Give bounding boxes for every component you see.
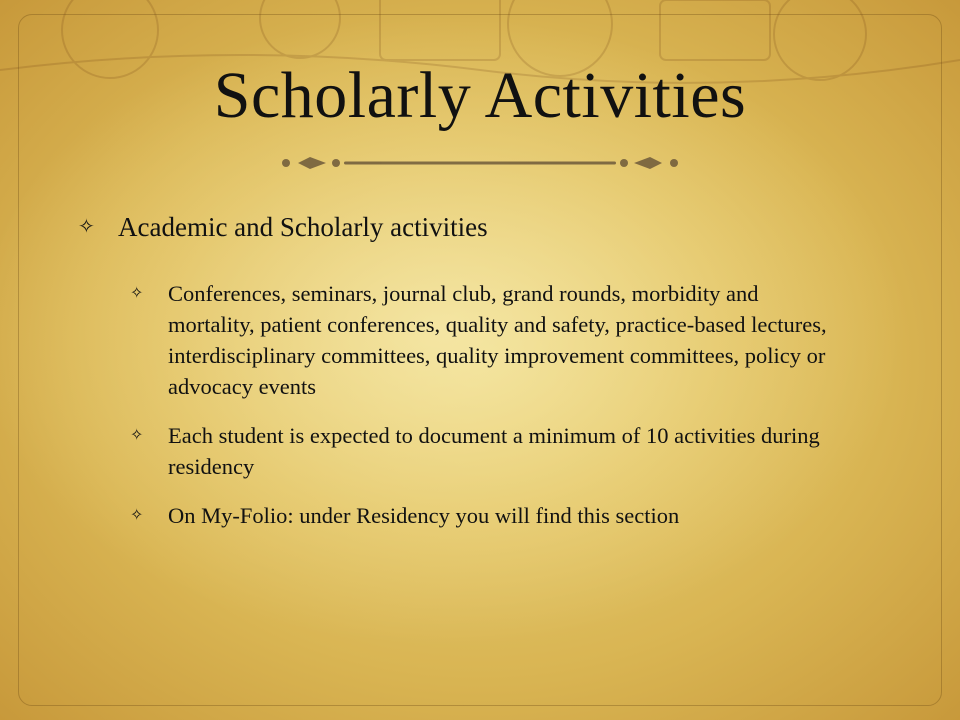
sub-bullet-text: Each student is expected to document a minimum of 10 activities during residency — [168, 423, 820, 479]
sub-bullet-item — [130, 420, 850, 482]
four-point-star-bullet-icon: ✧ — [130, 427, 144, 444]
main-bullet-item — [78, 210, 898, 244]
four-point-star-bullet-icon: ✧ — [78, 216, 95, 238]
main-bullet-text: Academic and Scholarly activities — [118, 212, 488, 242]
sub-bullet-item — [130, 278, 850, 402]
sub-bullet-item — [130, 500, 850, 531]
ornamental-divider — [280, 150, 680, 176]
sub-bullet-text: Conferences, seminars, journal club, grand rounds, morbidity and mortality, patient conferences, quality and safety, practice-based lectures, interdisciplinary committees, quality improvement committees, policy or advocacy events — [168, 281, 827, 399]
slide-title: Scholarly Activities — [213, 59, 747, 132]
sub-bullet-text: On My-Folio: under Residency you will find this section — [168, 503, 680, 528]
four-point-star-bullet-icon: ✧ — [130, 285, 144, 302]
four-point-star-bullet-icon: ✧ — [130, 507, 144, 524]
slide-content — [78, 210, 898, 531]
